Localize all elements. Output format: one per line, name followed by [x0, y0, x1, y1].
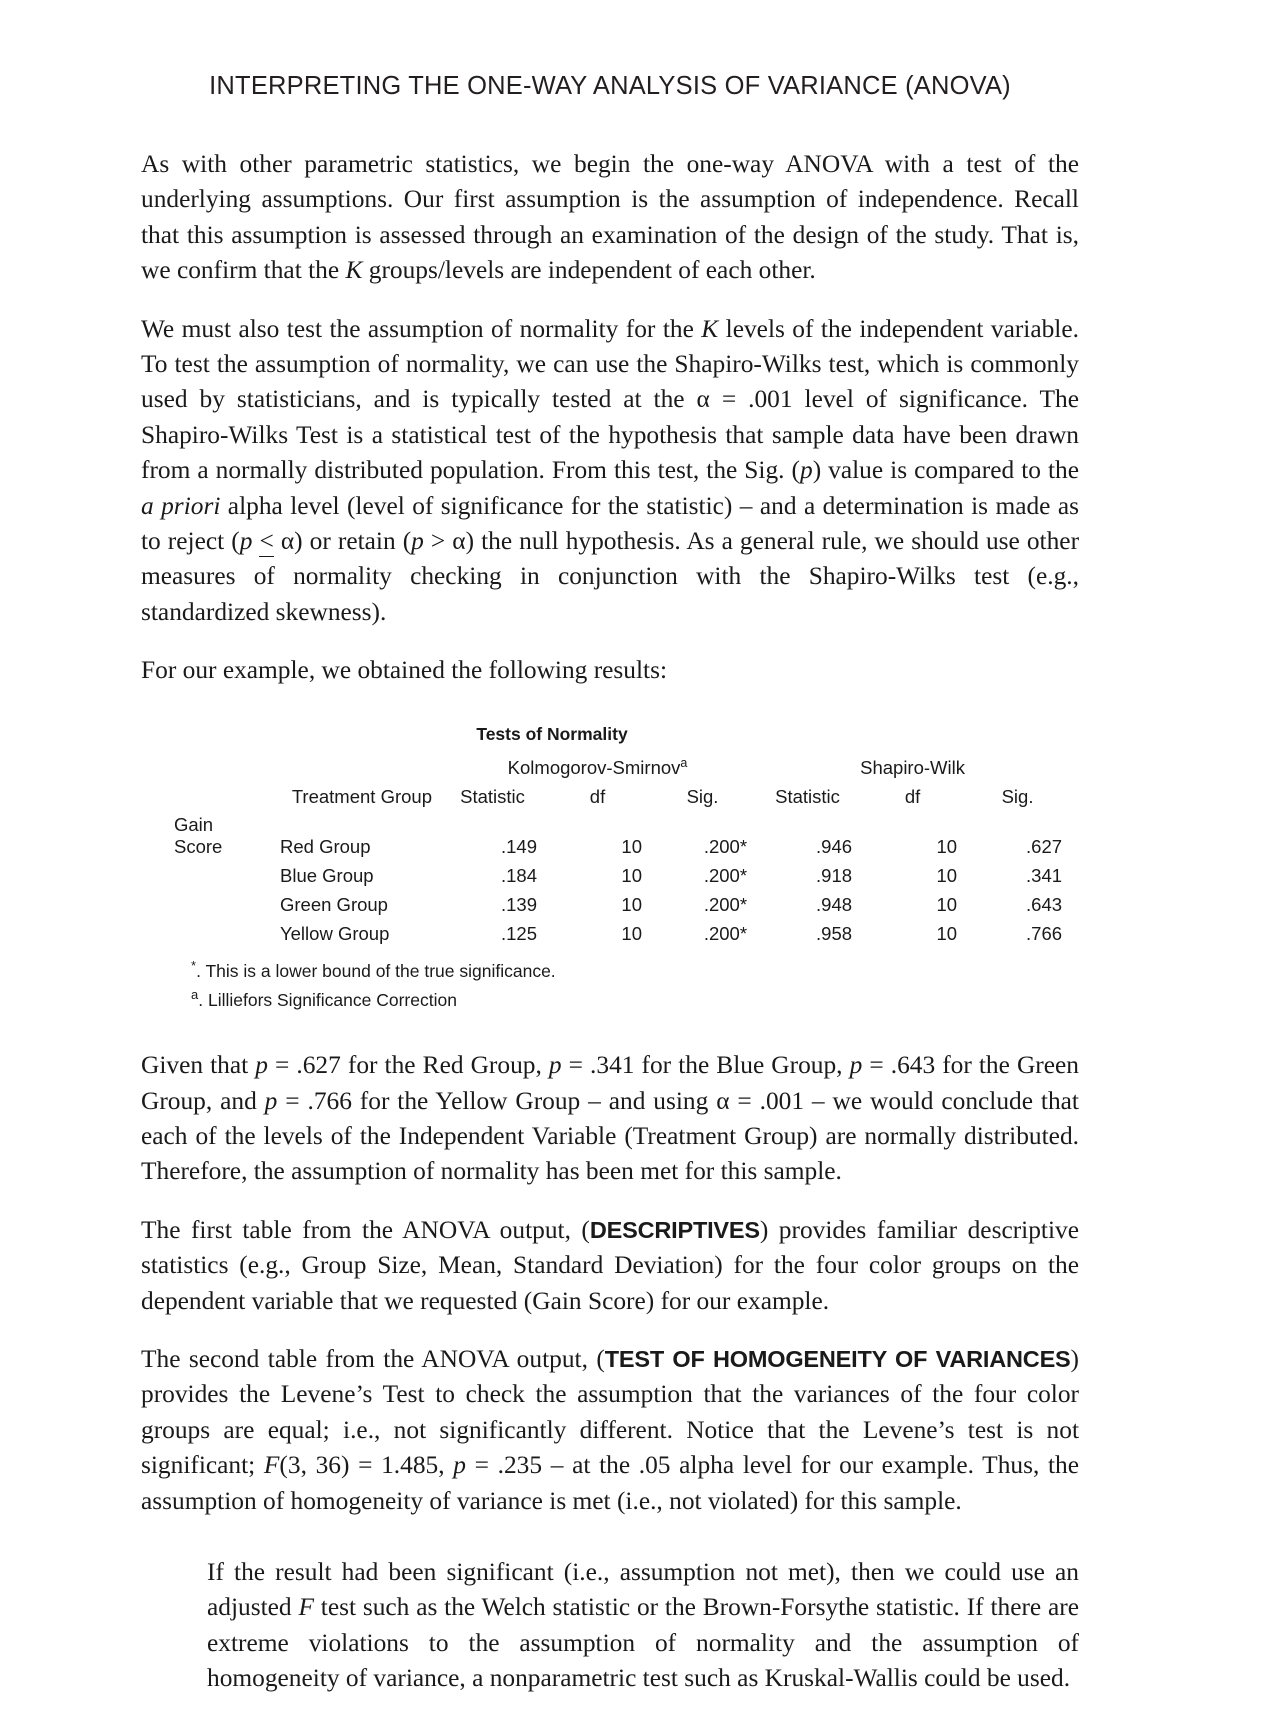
table-cell-ks-statistic: .139 [500, 893, 537, 915]
paragraph-descriptives-table [141, 1213, 1079, 1319]
table-cell-ks-sig: .200* [703, 865, 748, 886]
table-header-treatment-group: Treatment Group [291, 785, 432, 807]
table-cell-ks-df: 10 [621, 893, 642, 915]
table-cell-sw-statistic: .946 [816, 836, 853, 858]
table-cell-sw-sig: .341 [1026, 865, 1063, 886]
table-header-sw-statistic: Statistic [775, 785, 840, 807]
table-cell-group: Green Group [280, 893, 388, 915]
table-cell-ks-statistic: .149 [500, 836, 537, 858]
p4-text-e: = .766 for the Yellow Group – and using α = .001 – we would conclude that each of the levels of the Independent Variable (Treatment Group) are normally distributed. Therefore, the assumption of normality has been met for this sample. [141, 1086, 1079, 1186]
p2-symbol-k: K [701, 314, 719, 343]
paragraph-example-intro [141, 653, 1079, 688]
table-cell-ks-df: 10 [621, 922, 642, 944]
page-title [141, 0, 1079, 101]
paragraph-normality-assumption [141, 312, 1079, 631]
footnote-text-a: . Lilliefors Significance Correction [198, 989, 457, 1010]
p6-text-a: The second table from the ANOVA output, ( [141, 1345, 605, 1374]
ks-label: Kolmogorov-Smirnov [507, 756, 681, 778]
p4-symbol-p-1: p [255, 1051, 268, 1080]
table-header-row-group [166, 754, 1070, 783]
p5-text-a: The first table from the ANOVA output, ( [141, 1215, 590, 1244]
p2-text-b: levels of the independent variable. To test the assumption of normality, we can use the Shapiro-Wilks test, which is commonly used by statisticians, and is typically tested at the α = .001 level of significance. The Shapiro-Wilks Test is a statistical test of the hypothesis that sample data have been drawn from a normally distributed population. From this test, the Sig. ( [141, 314, 1079, 485]
p5-text-b: ) provides familiar descriptive statistics (e.g., Group Size, Mean, Standard Deviation) for the four color groups on the dependent variable that we requested (Gain Score) for our example. [141, 1215, 1080, 1315]
paragraph-homogeneity-table [141, 1342, 1079, 1519]
table-cell-sw-statistic: .948 [816, 893, 853, 915]
table-row-group-spacer [166, 920, 272, 949]
p4-symbol-p-4: p [264, 1086, 278, 1115]
p6-text-d: = .235 – at the .05 alpha level for our example. Thus, the assumption of homogeneity of variance is met (i.e., not violated) for this sample. [141, 1451, 1079, 1515]
table-cell-sw-sig: .627 [1026, 836, 1063, 858]
paragraph-normality-conclusion [141, 1048, 1079, 1190]
table-cell-sw-sig: .766 [1026, 922, 1063, 944]
table-group-header-ks [440, 754, 755, 783]
table-cell-sw-df: 10 [936, 836, 958, 858]
p2-symbol-greater-than: > [423, 527, 453, 556]
sw-label: Shapiro-Wilk [860, 756, 965, 778]
footnote-marker-a: a [191, 987, 199, 1002]
p4-text-d: = .643 for the Green Group, and [141, 1051, 1079, 1115]
table-header-row-columns [166, 783, 1070, 812]
p2-symbol-alpha-2: α [452, 527, 466, 556]
table-row-group-spacer [166, 891, 272, 920]
table-cell-ks-sig: .200* [703, 922, 748, 944]
p6-text-c: (3, 36) = 1.485, [279, 1451, 454, 1480]
table-header-ks-df: df [589, 785, 606, 807]
table-footnote-a [141, 986, 1079, 1014]
tests-of-normality-table [166, 754, 1070, 949]
table-cell-ks-df: 10 [621, 836, 642, 858]
p2-symbol-p-1: p [799, 456, 813, 485]
p6-text-b: ) provides the Levene’s Test to check the assumption that the variances of the four color groups are equal; i.e., not significantly different. Notice that the Levene’s test is not significant; [141, 1345, 1079, 1480]
table-row [166, 811, 1070, 862]
p4-symbol-p-3: p [849, 1051, 863, 1080]
p4-text-a: Given that [141, 1051, 256, 1080]
p2-text-e: ) or retain ( [294, 527, 412, 556]
table-cell-ks-sig: .200* [703, 836, 748, 858]
p6-symbol-p: p [453, 1451, 466, 1480]
p2-symbol-alpha-1: α [280, 527, 295, 556]
table-footnote-asterisk [141, 948, 1079, 985]
p2-text-f: ) the null hypothesis. As a general rule, we should use other measures of normality checking in conjunction with the Shapiro-Wilks test (e.g., standardized skewness). [141, 527, 1080, 626]
paragraph-independence-assumption [141, 147, 1079, 289]
table-group-header-sw [755, 754, 1070, 783]
p2-text-c: ) value is compared to the [812, 456, 1079, 485]
p7-text-b: test such as the Welch statistic or the Brown-Forsythe statistic. If there are extreme violations to the assumption of normality and the assumption of homogeneity of variance, a nonparametric test such as Kruskal-Wallis could be used. [207, 1593, 1079, 1693]
table-row-group-label: Gain Score [174, 814, 223, 858]
p1-text-b: groups/levels are independent of each other. [362, 256, 816, 285]
table-cell-group: Yellow Group [280, 922, 390, 944]
p6-smallcaps-text: TEST OF HOMOGENEITY OF VARIANCES [604, 1346, 1071, 1373]
table-cell-group: Blue Group [280, 865, 374, 886]
p4-symbol-p-2: p [548, 1051, 562, 1080]
table-cell-ks-df: 10 [621, 865, 642, 886]
p2-symbol-p-3: p [411, 527, 424, 556]
p2-term-a-priori: a priori [141, 491, 221, 520]
page-title-text: INTERPRETING THE ONE-WAY ANALYSIS OF VARIANCE (ANOVA) [209, 72, 1011, 100]
table-cell-sw-df: 10 [936, 922, 958, 944]
p4-text-b: = .627 for the Red Group, [267, 1051, 549, 1080]
p2-symbol-less-than-or-equal: < [259, 527, 274, 556]
p3-text: For our example, we obtained the following results: [141, 656, 668, 685]
p2-symbol-p-2: p [239, 527, 253, 556]
footnote-text-asterisk: . This is a lower bound of the true significance. [196, 961, 556, 982]
p7-text-a: If the result had been significant (i.e., assumption not met), then we could use an adjusted [207, 1558, 1079, 1622]
table-header-sw-df: df [904, 785, 921, 807]
table-cell-ks-statistic: .125 [500, 922, 537, 944]
table-cell-sw-df: 10 [936, 865, 958, 886]
table-header-ks-sig: Sig. [686, 785, 719, 807]
table-cell-ks-statistic: .184 [500, 865, 537, 886]
p5-smallcaps-descriptives [590, 1217, 760, 1243]
p6-symbol-f: F [263, 1451, 280, 1480]
table-header-ks-statistic: Statistic [460, 785, 525, 807]
p2-text-d: alpha level (level of significance for the statistic) – and a determination is made as to reject ( [141, 491, 1080, 556]
table-cell-sw-df: 10 [936, 893, 958, 915]
footnote-marker-asterisk: * [191, 958, 197, 974]
p2-text-a: We must also test the assumption of normality for the [141, 314, 702, 343]
table-row [166, 920, 1070, 949]
table-empty-corner [166, 783, 272, 812]
table-cell-sw-sig: .643 [1026, 893, 1063, 915]
p6-smallcaps-homogeneity [605, 1346, 1071, 1372]
table-row [166, 891, 1070, 920]
table-header-sw-sig: Sig. [1001, 785, 1034, 807]
document-content [141, 0, 1079, 1720]
table-cell-sw-statistic: .958 [816, 922, 853, 944]
table-caption: Tests of Normality [476, 723, 628, 744]
table-row-group-spacer [166, 862, 272, 891]
p7-symbol-f: F [298, 1593, 314, 1622]
tests-of-normality-table-block [141, 712, 1079, 1014]
table-cell-group: Red Group [280, 836, 371, 858]
p1-text-a: As with other parametric statistics, we begin the one-way ANOVA with a test of the underlying assumptions. Our first assumption is the assumption of independence. Recall that this assumption is assessed through an examination of the design of the study. That is, we confirm that the [141, 150, 1079, 285]
table-corner-cell [166, 754, 440, 783]
p1-symbol-k: K [345, 256, 363, 285]
table-cell-sw-statistic: .918 [816, 865, 853, 886]
p5-smallcaps-text: DESCRIPTIVES [589, 1216, 760, 1243]
table-cell-ks-sig: .200* [703, 893, 748, 915]
table-row [166, 862, 1070, 891]
paragraph-alternative-tests [207, 1555, 1079, 1697]
ks-superscript-marker: a [680, 755, 688, 770]
p4-text-c: = .341 for the Blue Group, [561, 1051, 850, 1080]
